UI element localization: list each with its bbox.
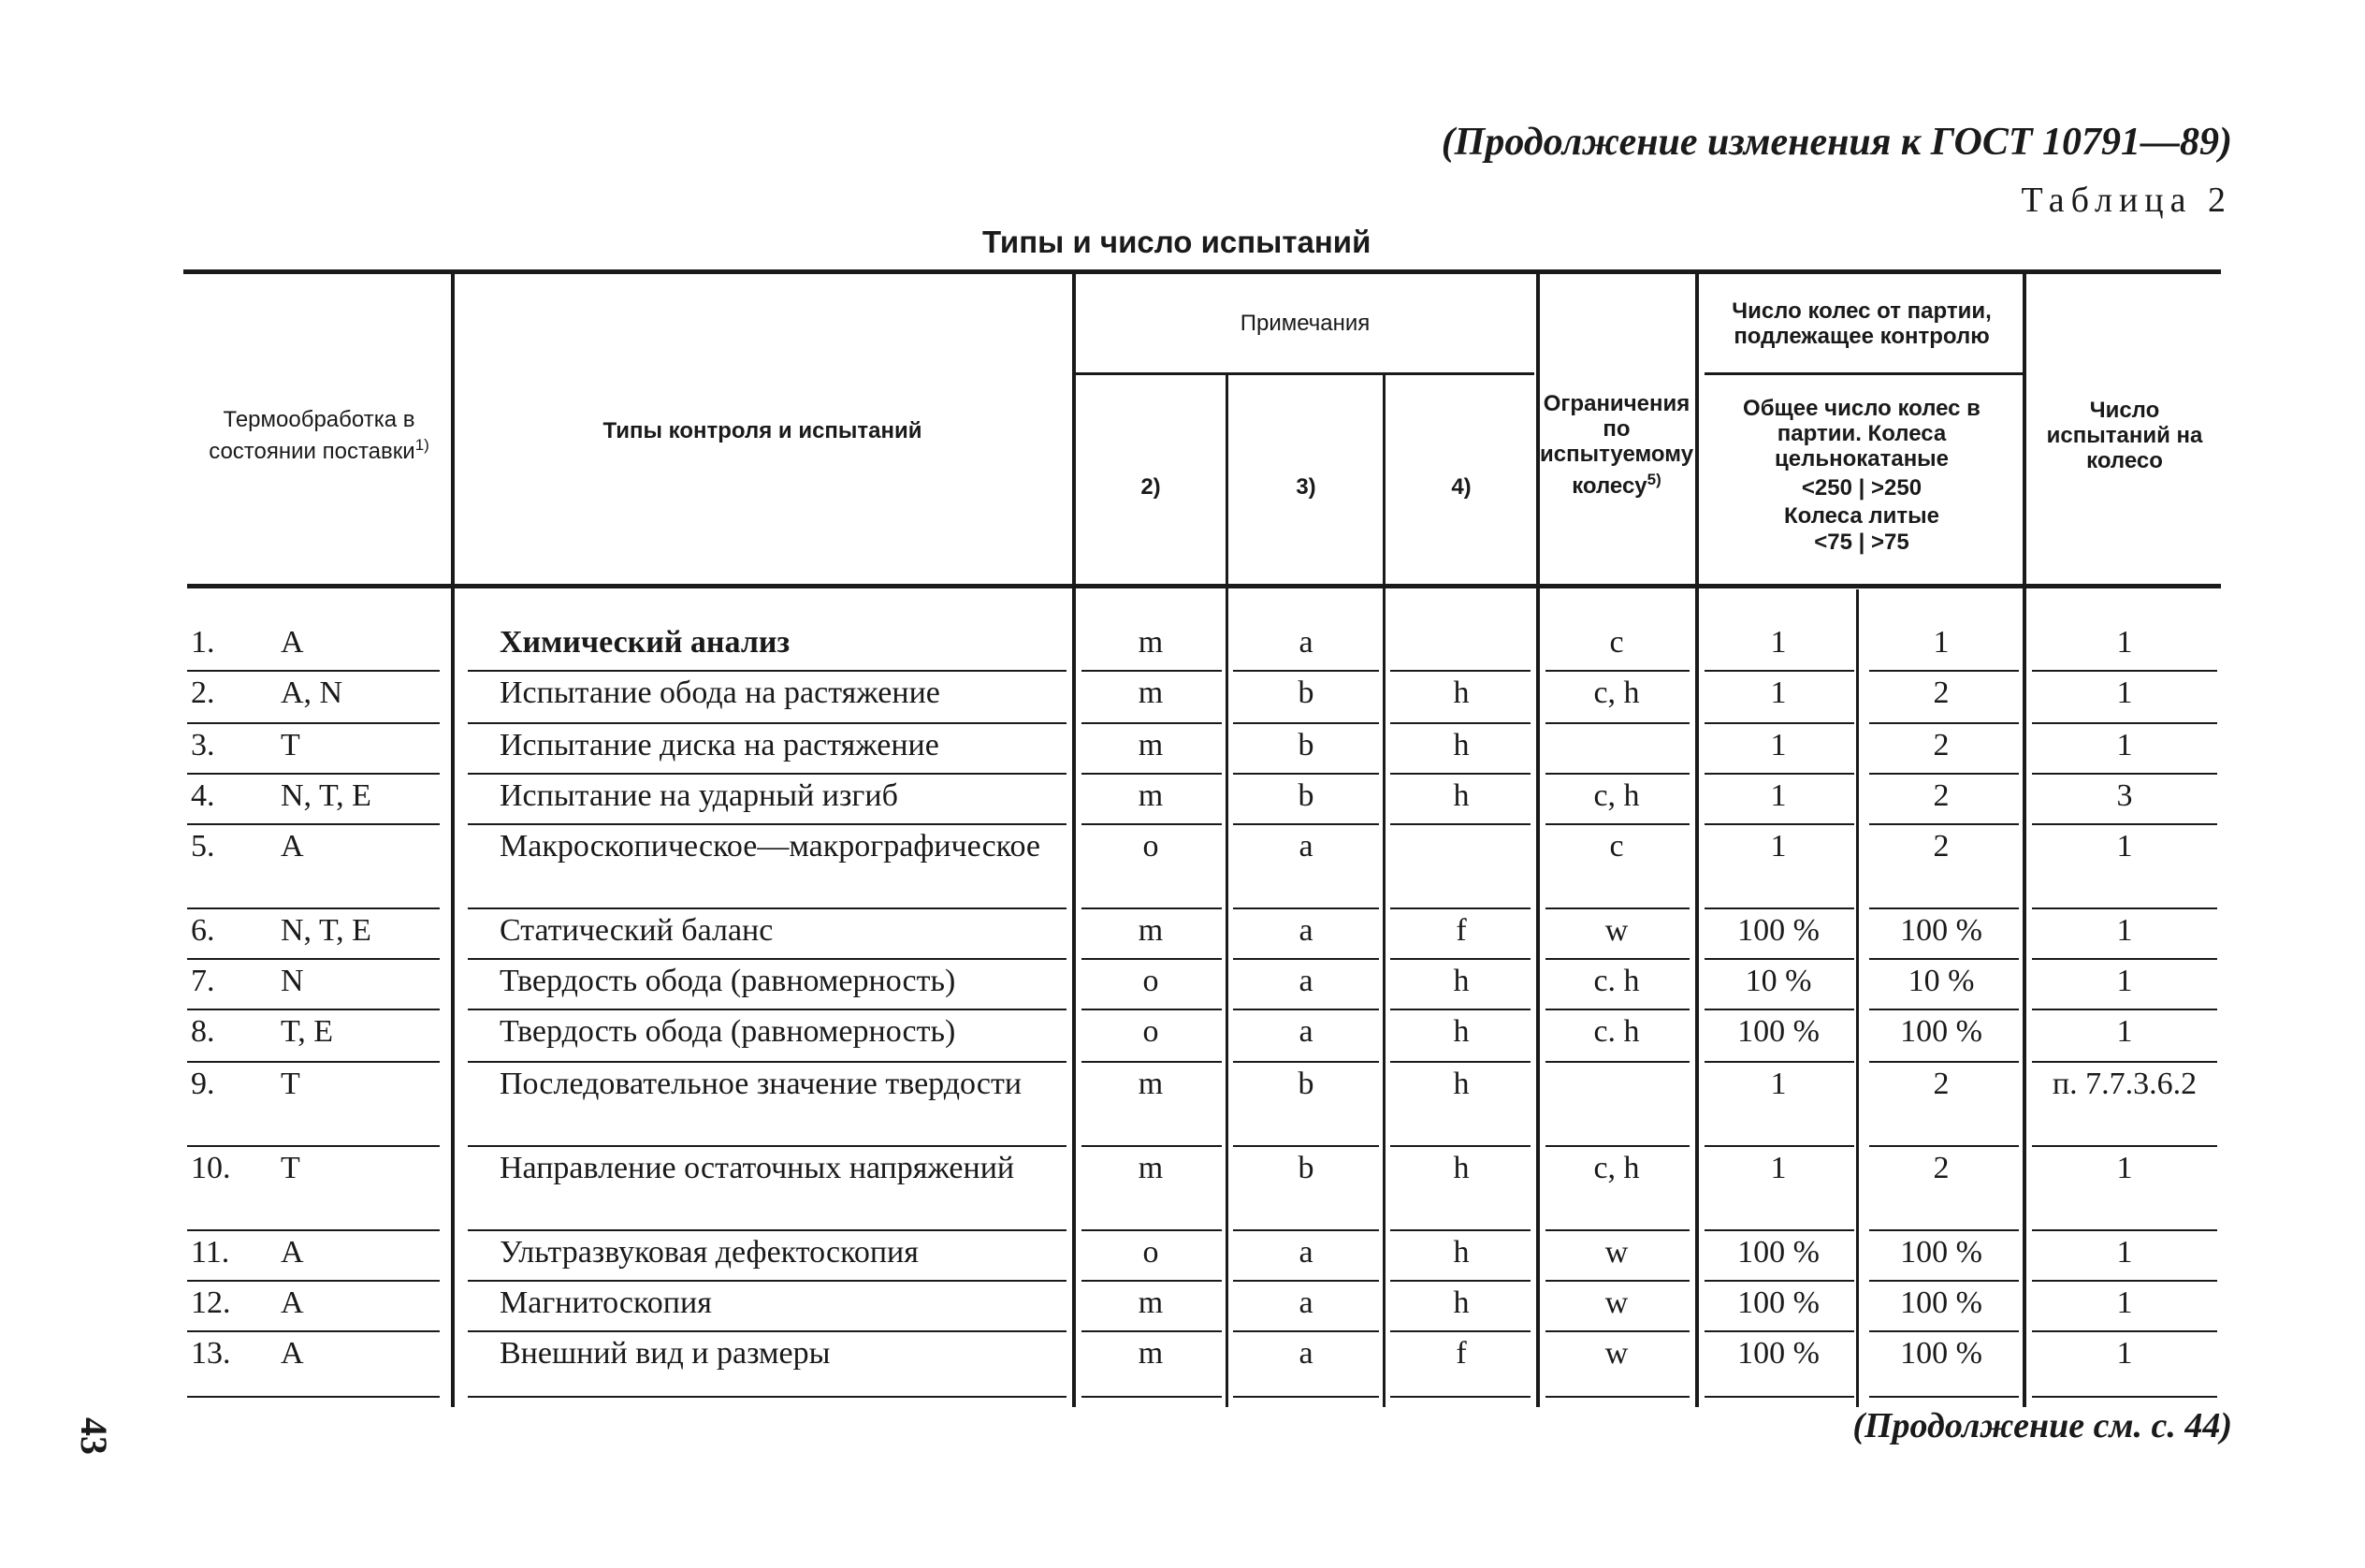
- row-underline: [1081, 1396, 1222, 1398]
- cell-c2: 100 %: [1900, 1336, 1982, 1371]
- cell-num: 3.: [191, 728, 215, 762]
- row-underline: [1869, 1396, 2019, 1398]
- cell-n2: o: [1142, 829, 1159, 864]
- row-underline: [468, 1061, 1066, 1063]
- cell-c2: 2: [1933, 778, 1950, 813]
- row-underline: [468, 1396, 1066, 1398]
- cell-heat: T: [281, 1151, 300, 1185]
- cell-heat: A: [281, 625, 304, 660]
- row-underline: [262, 1330, 440, 1332]
- row-underline: [468, 670, 1066, 672]
- row-underline: [2032, 1229, 2217, 1231]
- table-row: [0, 964, 2365, 1014]
- row-underline: [1390, 1145, 1531, 1147]
- cell-heat: T: [281, 1067, 300, 1101]
- cell-c1: 1: [1770, 728, 1787, 762]
- row-underline: [1705, 1061, 1854, 1063]
- cell-heat: T, E: [281, 1014, 334, 1049]
- notes-subheader-rule: [1076, 372, 1534, 375]
- cell-test: Последовательное значение твердости: [500, 1067, 1023, 1101]
- cell-restr: w: [1604, 1235, 1629, 1270]
- cell-num: 1.: [191, 625, 215, 660]
- row-underline: [1705, 1280, 1854, 1282]
- row-underline: [1545, 722, 1690, 724]
- cell-c2: 2: [1933, 675, 1950, 710]
- row-underline: [1705, 670, 1854, 672]
- cell-restr: c: [1609, 829, 1624, 864]
- table-row: [0, 728, 2365, 778]
- cell-heat: N: [281, 964, 304, 998]
- table-row: [0, 675, 2365, 728]
- cell-n2: m: [1138, 1285, 1164, 1320]
- table-row: [0, 1067, 2365, 1151]
- row-underline: [468, 1330, 1066, 1332]
- cell-n2: m: [1138, 913, 1164, 948]
- row-underline: [1390, 958, 1531, 960]
- header-heat-treatment: Термообработка в состоянии поставки$^{1)}$: [209, 406, 429, 464]
- row-underline: [1081, 773, 1222, 775]
- row-underline: [1545, 1229, 1690, 1231]
- cell-num: 12.: [191, 1285, 231, 1320]
- header-note-3: 3): [1296, 473, 1316, 500]
- table-row: [0, 625, 2365, 675]
- row-underline: [468, 958, 1066, 960]
- row-underline: [1081, 823, 1222, 825]
- row-underline: [1081, 1280, 1222, 1282]
- row-underline: [262, 1229, 440, 1231]
- cell-c1: 1: [1770, 625, 1787, 660]
- row-underline: [468, 1009, 1066, 1010]
- row-underline: [1233, 1330, 1379, 1332]
- cell-heat: A: [281, 1285, 304, 1320]
- row-underline: [1390, 773, 1531, 775]
- cell-c2: 2: [1933, 1151, 1950, 1185]
- row-underline: [1545, 1009, 1690, 1010]
- cell-c1: 1: [1770, 829, 1787, 864]
- row-underline: [1390, 1330, 1531, 1332]
- cell-n2: o: [1142, 1014, 1159, 1049]
- cell-num: 7.: [191, 964, 215, 998]
- row-underline: [1545, 1330, 1690, 1332]
- row-underline: [1390, 722, 1531, 724]
- cell-restr: c, h: [1593, 675, 1640, 710]
- continuation-note-bottom: (Продолжение см. с. 44): [1852, 1406, 2232, 1445]
- cell-n4: h: [1453, 728, 1470, 762]
- cell-n4: h: [1453, 1235, 1470, 1270]
- row-underline: [1390, 1280, 1531, 1282]
- cell-c1: 100 %: [1737, 1285, 1820, 1320]
- row-underline: [468, 823, 1066, 825]
- table-top-rule: [183, 269, 2221, 274]
- cell-heat: A: [281, 829, 304, 864]
- table-row: [0, 829, 2365, 913]
- cell-tests: 1: [2116, 1151, 2133, 1185]
- cell-tests: 1: [2116, 913, 2133, 948]
- row-underline: [262, 1145, 440, 1147]
- cell-test: Испытание обода на растяжение: [500, 675, 940, 710]
- cell-heat: T: [281, 728, 300, 762]
- header-note-2: 2): [1140, 473, 1161, 500]
- cell-n3: b: [1298, 1067, 1314, 1101]
- row-underline: [1869, 823, 2019, 825]
- row-underline: [1233, 958, 1379, 960]
- row-underline: [2032, 1145, 2217, 1147]
- row-underline: [262, 1396, 440, 1398]
- row-underline: [1390, 1396, 1531, 1398]
- cell-n2: m: [1138, 675, 1164, 710]
- row-underline: [1705, 1396, 1854, 1398]
- row-underline: [262, 1009, 440, 1010]
- row-underline: [1869, 1280, 2019, 1282]
- row-underline: [1081, 958, 1222, 960]
- cell-tests: 1: [2116, 1336, 2133, 1371]
- row-underline: [1869, 1330, 2019, 1332]
- table-row: [0, 913, 2365, 964]
- cell-n4: h: [1453, 964, 1470, 998]
- cell-restr: c, h: [1593, 778, 1640, 813]
- cell-heat: N, T, E: [281, 778, 371, 813]
- row-underline: [1545, 1280, 1690, 1282]
- row-underline: [262, 670, 440, 672]
- cell-tests: п. 7.7.3.6.2: [2052, 1067, 2198, 1101]
- header-restrictions: Ограничения по испытуемому колесу$^{5)}$: [1539, 390, 1694, 499]
- cell-tests: 1: [2116, 675, 2133, 710]
- cell-restr: w: [1604, 1336, 1629, 1371]
- row-underline: [1081, 1229, 1222, 1231]
- cell-n4: h: [1453, 1151, 1470, 1185]
- cell-n2: m: [1138, 778, 1164, 813]
- cell-c2: 100 %: [1900, 1285, 1982, 1320]
- cell-test: Внешний вид и размеры: [500, 1336, 831, 1371]
- cell-n3: a: [1299, 913, 1313, 948]
- row-underline: [1705, 1145, 1854, 1147]
- row-underline: [1869, 773, 2019, 775]
- cell-heat: A, N: [281, 675, 343, 710]
- cell-n2: m: [1138, 1336, 1164, 1371]
- row-underline: [1081, 1009, 1222, 1010]
- row-underline: [1081, 670, 1222, 672]
- row-underline: [2032, 670, 2217, 672]
- cell-test: Ультразвуковая дефектоскопия: [500, 1235, 919, 1270]
- header-cast-range: <75 | >75: [1814, 529, 1909, 555]
- cell-tests: 1: [2116, 728, 2133, 762]
- cell-c1: 100 %: [1737, 1014, 1820, 1049]
- cell-restr: c. h: [1593, 1014, 1640, 1049]
- cell-n2: m: [1138, 728, 1164, 762]
- row-underline: [1233, 670, 1379, 672]
- continuation-note-top: (Продолжение изменения к ГОСТ 10791—89): [1441, 121, 2232, 164]
- cell-test: Твердость обода (равномерность): [500, 1014, 956, 1049]
- row-underline: [1545, 1396, 1690, 1398]
- header-tests-per-wheel: Число испытаний на колесо: [2046, 397, 2203, 473]
- cell-n4: h: [1453, 778, 1470, 813]
- cell-test: Макроскопическое—макрографическое: [500, 829, 1040, 864]
- cell-c1: 100 %: [1737, 913, 1820, 948]
- cell-heat: A: [281, 1235, 304, 1270]
- row-underline: [1233, 1009, 1379, 1010]
- table-label: Таблица 2: [2021, 181, 2232, 220]
- row-underline: [1390, 670, 1531, 672]
- cell-n4: f: [1456, 1336, 1467, 1371]
- row-underline: [468, 773, 1066, 775]
- row-underline: [2032, 722, 2217, 724]
- cell-num: 11.: [191, 1235, 230, 1270]
- row-underline: [1869, 1229, 2019, 1231]
- row-underline: [1390, 1009, 1531, 1010]
- row-underline: [1081, 722, 1222, 724]
- cell-restr: w: [1604, 913, 1629, 948]
- row-underline: [2032, 1330, 2217, 1332]
- row-underline: [1390, 1061, 1531, 1063]
- cell-tests: 1: [2116, 625, 2133, 660]
- row-underline: [1545, 1145, 1690, 1147]
- cell-num: 13.: [191, 1336, 231, 1371]
- row-underline: [468, 1145, 1066, 1147]
- cell-restr: w: [1604, 1285, 1629, 1320]
- row-underline: [1233, 823, 1379, 825]
- cell-n3: b: [1298, 1151, 1314, 1185]
- row-underline: [262, 1280, 440, 1282]
- row-underline: [2032, 773, 2217, 775]
- cell-c1: 1: [1770, 778, 1787, 813]
- cell-test: Химический анализ: [500, 625, 791, 660]
- cell-heat: A: [281, 1336, 304, 1371]
- cell-c1: 100 %: [1737, 1235, 1820, 1270]
- row-underline: [1233, 1280, 1379, 1282]
- row-underline: [1233, 907, 1379, 909]
- cell-num: 2.: [191, 675, 215, 710]
- cell-n4: h: [1453, 1067, 1470, 1101]
- row-underline: [262, 958, 440, 960]
- cell-n3: a: [1299, 1014, 1313, 1049]
- row-underline: [1390, 907, 1531, 909]
- row-underline: [1081, 907, 1222, 909]
- cell-num: 4.: [191, 778, 215, 813]
- row-underline: [468, 907, 1066, 909]
- header-rolled-range: <250 | >250: [1801, 474, 1922, 501]
- table-row: [0, 778, 2365, 829]
- row-underline: [1705, 907, 1854, 909]
- row-underline: [1545, 823, 1690, 825]
- cell-n4: h: [1453, 675, 1470, 710]
- cell-n3: a: [1299, 1336, 1313, 1371]
- cell-test: Статический баланс: [500, 913, 774, 948]
- row-underline: [1705, 823, 1854, 825]
- cell-n3: b: [1298, 675, 1314, 710]
- row-underline: [262, 823, 440, 825]
- row-underline: [468, 1229, 1066, 1231]
- row-underline: [2032, 1396, 2217, 1398]
- row-underline: [468, 722, 1066, 724]
- row-underline: [1705, 722, 1854, 724]
- row-underline: [1705, 958, 1854, 960]
- cell-c1: 1: [1770, 1067, 1787, 1101]
- row-underline: [262, 1061, 440, 1063]
- row-underline: [2032, 1280, 2217, 1282]
- row-underline: [2032, 1061, 2217, 1063]
- table-row: [0, 1151, 2365, 1235]
- row-underline: [1869, 1009, 2019, 1010]
- cell-tests: 1: [2116, 829, 2133, 864]
- row-underline: [1545, 670, 1690, 672]
- header-bottom-rule: [187, 584, 2221, 588]
- header-notes: Примечания: [1240, 310, 1371, 336]
- cell-test: Твердость обода (равномерность): [500, 964, 956, 998]
- cell-c2: 10 %: [1908, 964, 1975, 998]
- cell-n3: a: [1299, 829, 1313, 864]
- row-underline: [1545, 958, 1690, 960]
- table-row: [0, 1336, 2365, 1401]
- cell-n3: a: [1299, 964, 1313, 998]
- row-underline: [1081, 1330, 1222, 1332]
- cell-test: Магнитоскопия: [500, 1285, 712, 1320]
- cell-tests: 3: [2116, 778, 2133, 813]
- row-underline: [1390, 823, 1531, 825]
- cell-c2: 1: [1933, 625, 1950, 660]
- header-test-types: Типы контроля и испытаний: [602, 417, 922, 443]
- cell-c2: 2: [1933, 1067, 1950, 1101]
- table-row: [0, 1285, 2365, 1336]
- row-underline: [1869, 1145, 2019, 1147]
- cell-restr: c. h: [1593, 964, 1640, 998]
- header-note-4: 4): [1451, 473, 1472, 500]
- header-cast-label: Колеса литые: [1784, 502, 1939, 529]
- cell-restr: c: [1609, 625, 1624, 660]
- cell-c2: 100 %: [1900, 913, 1982, 948]
- row-underline: [2032, 907, 2217, 909]
- cell-n3: a: [1299, 1285, 1313, 1320]
- cell-n2: m: [1138, 1067, 1164, 1101]
- row-underline: [1869, 958, 2019, 960]
- row-underline: [468, 1280, 1066, 1282]
- row-underline: [262, 722, 440, 724]
- row-underline: [1233, 773, 1379, 775]
- cell-c1: 1: [1770, 1151, 1787, 1185]
- cell-c2: 100 %: [1900, 1014, 1982, 1049]
- row-underline: [1705, 1009, 1854, 1010]
- cell-test: Испытание на ударный изгиб: [500, 778, 898, 813]
- row-underline: [1869, 907, 2019, 909]
- row-underline: [2032, 1009, 2217, 1010]
- row-underline: [1233, 1396, 1379, 1398]
- cell-tests: 1: [2116, 964, 2133, 998]
- row-underline: [1545, 773, 1690, 775]
- row-underline: [1869, 722, 2019, 724]
- cell-num: 8.: [191, 1014, 215, 1049]
- cell-n2: o: [1142, 1235, 1159, 1270]
- cell-n2: m: [1138, 625, 1164, 660]
- table-row: [0, 1014, 2365, 1067]
- row-underline: [1233, 1229, 1379, 1231]
- row-underline: [1081, 1145, 1222, 1147]
- row-underline: [262, 907, 440, 909]
- row-underline: [1081, 1061, 1222, 1063]
- cell-n3: a: [1299, 1235, 1313, 1270]
- cell-test: Испытание диска на растяжение: [500, 728, 939, 762]
- count-subheader-rule: [1705, 372, 2026, 375]
- row-underline: [1390, 1229, 1531, 1231]
- row-underline: [1869, 1061, 2019, 1063]
- row-underline: [1545, 1061, 1690, 1063]
- cell-n3: b: [1298, 778, 1314, 813]
- row-underline: [1545, 907, 1690, 909]
- cell-n2: m: [1138, 1151, 1164, 1185]
- cell-c2: 2: [1933, 728, 1950, 762]
- cell-num: 5.: [191, 829, 215, 864]
- row-underline: [1233, 722, 1379, 724]
- cell-c2: 2: [1933, 829, 1950, 864]
- cell-c1: 10 %: [1745, 964, 1812, 998]
- row-underline: [2032, 958, 2217, 960]
- cell-c2: 100 %: [1900, 1235, 1982, 1270]
- cell-n4: h: [1453, 1014, 1470, 1049]
- row-underline: [1233, 1061, 1379, 1063]
- header-wheel-count-sub: Общее число колес в партии. Колеса цельнокатаные: [1743, 395, 1981, 472]
- row-underline: [1233, 1145, 1379, 1147]
- cell-num: 6.: [191, 913, 215, 948]
- cell-n4: h: [1453, 1285, 1470, 1320]
- cell-heat: N, T, E: [281, 913, 371, 948]
- table-title: Типы и число испытаний: [982, 225, 1371, 259]
- header-wheel-count: Число колес от партии, подлежащее контролю: [1732, 298, 1992, 349]
- cell-test: Направление остаточных напряжений: [500, 1151, 1015, 1185]
- cell-n2: o: [1142, 964, 1159, 998]
- row-underline: [1705, 1229, 1854, 1231]
- row-underline: [1705, 1330, 1854, 1332]
- row-underline: [262, 773, 440, 775]
- cell-tests: 1: [2116, 1285, 2133, 1320]
- cell-c1: 1: [1770, 675, 1787, 710]
- row-underline: [1705, 773, 1854, 775]
- cell-n4: f: [1456, 913, 1467, 948]
- cell-restr: c, h: [1593, 1151, 1640, 1185]
- page-number: 43: [73, 1417, 115, 1455]
- cell-c1: 100 %: [1737, 1336, 1820, 1371]
- row-underline: [2032, 823, 2217, 825]
- cell-num: 10.: [191, 1151, 231, 1185]
- table-row: [0, 1235, 2365, 1285]
- cell-tests: 1: [2116, 1235, 2133, 1270]
- cell-tests: 1: [2116, 1014, 2133, 1049]
- cell-n3: b: [1298, 728, 1314, 762]
- cell-num: 9.: [191, 1067, 215, 1101]
- row-underline: [1869, 670, 2019, 672]
- cell-n3: a: [1299, 625, 1313, 660]
